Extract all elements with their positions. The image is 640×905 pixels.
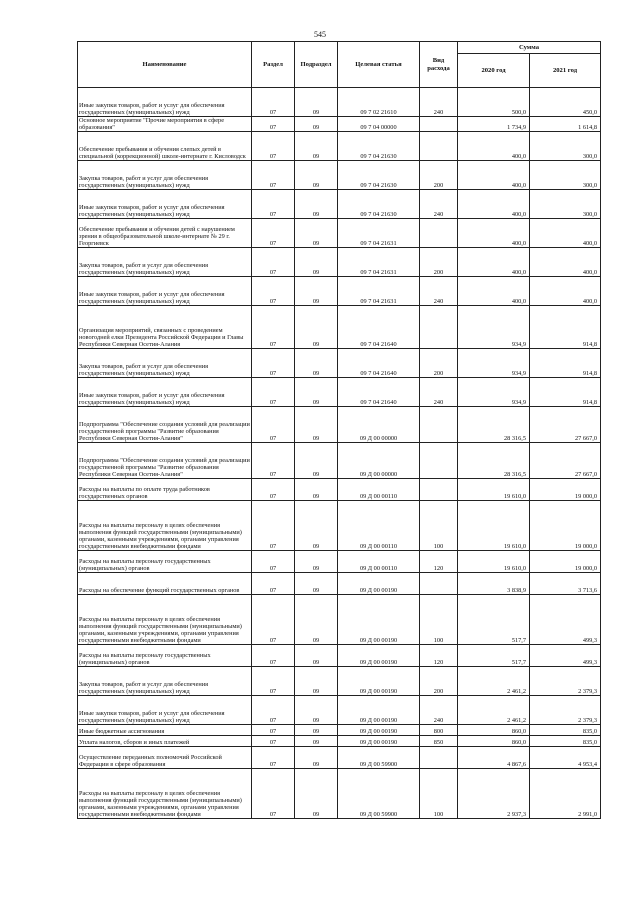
row-2021-cell: 400,0 xyxy=(530,219,601,248)
row-target-cell: 09 Д 00 00000 xyxy=(338,407,420,443)
row-name-cell: Расходы на выплаты персоналу в целях обеспечения выполнения функций государственными (муниципальными) органами, казенными учреждениями, органами управления государственными внебюджетными фондами xyxy=(78,769,252,819)
row-vid-cell: 850 xyxy=(420,736,458,747)
row-razdel-cell: 07 xyxy=(252,219,295,248)
row-target-cell: 09 Д 00 00190 xyxy=(338,736,420,747)
row-podrazdel-cell: 09 xyxy=(295,667,338,696)
row-razdel-cell: 07 xyxy=(252,736,295,747)
row-2021-cell: 19 000,0 xyxy=(530,479,601,501)
row-razdel-cell: 07 xyxy=(252,161,295,190)
table-row xyxy=(78,501,601,551)
table-row xyxy=(78,769,601,819)
row-vid-cell: 120 xyxy=(420,645,458,667)
row-vid-cell: 240 xyxy=(420,696,458,725)
table-row xyxy=(78,696,601,725)
row-2020-cell: 517,7 xyxy=(458,645,530,667)
row-name-cell: Иные закупки товаров, работ и услуг для обеспечения государственных (муниципальных) нужд xyxy=(78,277,252,306)
row-target-cell: 09 7 04 21640 xyxy=(338,378,420,407)
row-podrazdel-cell: 09 xyxy=(295,645,338,667)
table-row xyxy=(78,219,601,248)
row-name-cell: Иные закупки товаров, работ и услуг для обеспечения государственных (муниципальных) нужд xyxy=(78,88,252,117)
row-2020-cell: 19 610,0 xyxy=(458,551,530,573)
row-podrazdel-cell: 09 xyxy=(295,132,338,161)
table-row xyxy=(78,407,601,443)
row-vid-cell: 800 xyxy=(420,725,458,736)
table-row xyxy=(78,306,601,349)
row-podrazdel-cell: 09 xyxy=(295,378,338,407)
row-target-cell: 09 Д 00 00190 xyxy=(338,667,420,696)
row-2021-cell: 914,8 xyxy=(530,378,601,407)
row-vid-cell: 240 xyxy=(420,277,458,306)
table-row xyxy=(78,161,601,190)
row-razdel-cell: 07 xyxy=(252,501,295,551)
row-podrazdel-cell: 09 xyxy=(295,248,338,277)
table-row xyxy=(78,190,601,219)
row-razdel-cell: 07 xyxy=(252,349,295,378)
row-podrazdel-cell: 09 xyxy=(295,769,338,819)
table-row xyxy=(78,479,601,501)
row-name-cell: Обеспечение пребывания и обучения детей с нарушением зрения в общеобразовательной школе-интернате № 29 г. Георгиевск xyxy=(78,219,252,248)
row-name-cell: Подпрограмма "Обеспечение создания условий для реализации государственной программы "Развитие образования Республики Северная Осетия-Алания" xyxy=(78,407,252,443)
header-vid: Вид расхода xyxy=(420,42,458,88)
header-target: Целевая статья xyxy=(338,42,420,88)
row-name-cell: Закупка товаров, работ и услуг для обеспечения государственных (муниципальных) нужд xyxy=(78,248,252,277)
row-2020-cell: 400,0 xyxy=(458,277,530,306)
row-2021-cell: 19 000,0 xyxy=(530,551,601,573)
row-name-cell: Расходы на выплаты персоналу в целях обеспечения выполнения функций государственными (муниципальными) органами, казенными учреждениями, органами управления государственными внебюджетными фондами xyxy=(78,501,252,551)
row-target-cell: 09 7 04 21631 xyxy=(338,277,420,306)
row-2020-cell: 19 610,0 xyxy=(458,501,530,551)
row-razdel-cell: 07 xyxy=(252,667,295,696)
header-2021: 2021 год xyxy=(530,54,601,88)
table-row xyxy=(78,667,601,696)
row-vid-cell: 240 xyxy=(420,88,458,117)
row-vid-cell: 240 xyxy=(420,190,458,219)
page-number: 545 xyxy=(314,30,326,39)
row-razdel-cell: 07 xyxy=(252,88,295,117)
row-podrazdel-cell: 09 xyxy=(295,595,338,645)
table-row xyxy=(78,551,601,573)
row-2020-cell: 860,0 xyxy=(458,725,530,736)
table-row xyxy=(78,736,601,747)
row-name-cell: Иные закупки товаров, работ и услуг для обеспечения государственных (муниципальных) нужд xyxy=(78,378,252,407)
row-vid-cell xyxy=(420,573,458,595)
row-razdel-cell: 07 xyxy=(252,747,295,769)
row-2021-cell: 2 379,3 xyxy=(530,696,601,725)
row-name-cell: Иные закупки товаров, работ и услуг для обеспечения государственных (муниципальных) нужд xyxy=(78,696,252,725)
row-razdel-cell: 07 xyxy=(252,725,295,736)
row-razdel-cell: 07 xyxy=(252,132,295,161)
row-vid-cell xyxy=(420,747,458,769)
header-podrazdel: Подраздел xyxy=(295,42,338,88)
row-target-cell: 09 7 04 21630 xyxy=(338,132,420,161)
row-razdel-cell: 07 xyxy=(252,277,295,306)
row-name-cell: Подпрограмма "Обеспечение создания условий для реализации государственной программы "Развитие образования Республики Северная Осетия-Алания" xyxy=(78,443,252,479)
row-2020-cell: 934,9 xyxy=(458,378,530,407)
row-2020-cell: 400,0 xyxy=(458,219,530,248)
row-podrazdel-cell: 09 xyxy=(295,190,338,219)
table-row xyxy=(78,747,601,769)
row-target-cell: 09 Д 00 00110 xyxy=(338,501,420,551)
row-podrazdel-cell: 09 xyxy=(295,501,338,551)
row-2020-cell: 400,0 xyxy=(458,190,530,219)
table-row xyxy=(78,725,601,736)
row-razdel-cell: 07 xyxy=(252,378,295,407)
row-name-cell: Расходы на выплаты персоналу в целях обеспечения выполнения функций государственными (муниципальными) органами, казенными учреждениями, органами управления государственными внебюджетными фондами xyxy=(78,595,252,645)
row-target-cell: 09 Д 00 00190 xyxy=(338,645,420,667)
row-razdel-cell: 07 xyxy=(252,595,295,645)
row-2021-cell: 1 614,8 xyxy=(530,117,601,132)
row-target-cell: 09 Д 00 00190 xyxy=(338,696,420,725)
row-2021-cell: 27 667,0 xyxy=(530,443,601,479)
row-target-cell: 09 7 04 21631 xyxy=(338,248,420,277)
row-podrazdel-cell: 09 xyxy=(295,736,338,747)
row-2021-cell: 300,0 xyxy=(530,132,601,161)
row-2021-cell: 499,3 xyxy=(530,645,601,667)
row-target-cell: 09 Д 00 00190 xyxy=(338,725,420,736)
row-2021-cell: 835,0 xyxy=(530,725,601,736)
row-podrazdel-cell: 09 xyxy=(295,349,338,378)
table-row xyxy=(78,88,601,117)
table-row xyxy=(78,132,601,161)
row-vid-cell xyxy=(420,479,458,501)
row-podrazdel-cell: 09 xyxy=(295,443,338,479)
row-2021-cell: 450,0 xyxy=(530,88,601,117)
row-2021-cell: 400,0 xyxy=(530,248,601,277)
row-name-cell: Иные бюджетные ассигнования xyxy=(78,725,252,736)
row-target-cell: 09 7 04 21630 xyxy=(338,190,420,219)
row-2020-cell: 1 734,9 xyxy=(458,117,530,132)
row-razdel-cell: 07 xyxy=(252,117,295,132)
row-name-cell: Обеспечение пребывания и обучения слепых детей в специальной (коррекционной) школе-интернате г. Кисловодск xyxy=(78,132,252,161)
row-vid-cell: 200 xyxy=(420,161,458,190)
row-target-cell: 09 Д 00 00190 xyxy=(338,573,420,595)
row-vid-cell: 100 xyxy=(420,501,458,551)
row-target-cell: 09 7 04 21640 xyxy=(338,349,420,378)
row-razdel-cell: 07 xyxy=(252,769,295,819)
row-podrazdel-cell: 09 xyxy=(295,306,338,349)
row-target-cell: 09 Д 00 00110 xyxy=(338,551,420,573)
row-razdel-cell: 07 xyxy=(252,248,295,277)
row-razdel-cell: 07 xyxy=(252,407,295,443)
row-podrazdel-cell: 09 xyxy=(295,88,338,117)
row-podrazdel-cell: 09 xyxy=(295,117,338,132)
row-name-cell: Расходы на выплаты персоналу государственных (муниципальных) органов xyxy=(78,551,252,573)
table-row xyxy=(78,248,601,277)
row-2021-cell: 835,0 xyxy=(530,736,601,747)
row-2020-cell: 2 461,2 xyxy=(458,696,530,725)
row-2021-cell: 300,0 xyxy=(530,190,601,219)
table-row xyxy=(78,117,601,132)
row-2021-cell: 3 713,6 xyxy=(530,573,601,595)
row-2020-cell: 28 316,5 xyxy=(458,407,530,443)
row-vid-cell: 200 xyxy=(420,349,458,378)
table-row xyxy=(78,573,601,595)
row-target-cell: 09 Д 00 59900 xyxy=(338,769,420,819)
row-name-cell: Расходы на выплаты персоналу государственных (муниципальных) органов xyxy=(78,645,252,667)
table-row xyxy=(78,378,601,407)
row-razdel-cell: 07 xyxy=(252,645,295,667)
row-vid-cell xyxy=(420,219,458,248)
row-2021-cell: 914,8 xyxy=(530,349,601,378)
row-podrazdel-cell: 09 xyxy=(295,696,338,725)
row-2021-cell: 914,8 xyxy=(530,306,601,349)
row-target-cell: 09 7 04 21631 xyxy=(338,219,420,248)
row-podrazdel-cell: 09 xyxy=(295,573,338,595)
row-podrazdel-cell: 09 xyxy=(295,407,338,443)
row-podrazdel-cell: 09 xyxy=(295,747,338,769)
row-vid-cell: 100 xyxy=(420,769,458,819)
row-podrazdel-cell: 09 xyxy=(295,161,338,190)
row-podrazdel-cell: 09 xyxy=(295,725,338,736)
row-name-cell: Закупка товаров, работ и услуг для обеспечения государственных (муниципальных) нужд xyxy=(78,667,252,696)
row-name-cell: Расходы на обеспечение функций государственных органов xyxy=(78,573,252,595)
row-target-cell: 09 7 02 21610 xyxy=(338,88,420,117)
row-podrazdel-cell: 09 xyxy=(295,551,338,573)
header-2020: 2020 год xyxy=(458,54,530,88)
row-vid-cell: 240 xyxy=(420,378,458,407)
row-2020-cell: 19 610,0 xyxy=(458,479,530,501)
row-target-cell: 09 Д 00 59900 xyxy=(338,747,420,769)
row-vid-cell xyxy=(420,407,458,443)
row-podrazdel-cell: 09 xyxy=(295,219,338,248)
table-row xyxy=(78,645,601,667)
row-2021-cell: 4 953,4 xyxy=(530,747,601,769)
row-podrazdel-cell: 09 xyxy=(295,277,338,306)
row-2020-cell: 400,0 xyxy=(458,248,530,277)
row-vid-cell: 200 xyxy=(420,248,458,277)
row-razdel-cell: 07 xyxy=(252,306,295,349)
row-razdel-cell: 07 xyxy=(252,479,295,501)
row-2020-cell: 400,0 xyxy=(458,161,530,190)
row-vid-cell: 120 xyxy=(420,551,458,573)
row-razdel-cell: 07 xyxy=(252,573,295,595)
row-podrazdel-cell: 09 xyxy=(295,479,338,501)
row-2020-cell: 28 316,5 xyxy=(458,443,530,479)
row-name-cell: Осуществление переданных полномочий Российской Федерации в сфере образования xyxy=(78,747,252,769)
table-row xyxy=(78,443,601,479)
row-target-cell: 09 7 04 00000 xyxy=(338,117,420,132)
row-2021-cell: 27 667,0 xyxy=(530,407,601,443)
row-2020-cell: 500,0 xyxy=(458,88,530,117)
row-name-cell: Иные закупки товаров, работ и услуг для обеспечения государственных (муниципальных) нужд xyxy=(78,190,252,219)
row-2020-cell: 934,9 xyxy=(458,349,530,378)
row-razdel-cell: 07 xyxy=(252,696,295,725)
row-vid-cell xyxy=(420,117,458,132)
row-2020-cell: 934,9 xyxy=(458,306,530,349)
row-name-cell: Закупка товаров, работ и услуг для обеспечения государственных (муниципальных) нужд xyxy=(78,349,252,378)
row-target-cell: 09 Д 00 00000 xyxy=(338,443,420,479)
row-target-cell: 09 7 04 21630 xyxy=(338,161,420,190)
row-target-cell: 09 7 04 21640 xyxy=(338,306,420,349)
row-2020-cell: 4 867,6 xyxy=(458,747,530,769)
row-name-cell: Организация мероприятий, связанных с проведением новогодней елки Президента Российской Федерации и Главы Республики Северная Осетия-Алания xyxy=(78,306,252,349)
row-2020-cell: 3 838,9 xyxy=(458,573,530,595)
row-2020-cell: 860,0 xyxy=(458,736,530,747)
row-2020-cell: 400,0 xyxy=(458,132,530,161)
budget-table xyxy=(77,41,601,819)
row-2020-cell: 517,7 xyxy=(458,595,530,645)
header-name: Наименование xyxy=(78,42,252,88)
row-target-cell: 09 Д 00 00190 xyxy=(338,595,420,645)
row-razdel-cell: 07 xyxy=(252,190,295,219)
table-row xyxy=(78,277,601,306)
row-name-cell: Уплата налогов, сборов и иных платежей xyxy=(78,736,252,747)
row-target-cell: 09 Д 00 00110 xyxy=(338,479,420,501)
row-2020-cell: 2 937,3 xyxy=(458,769,530,819)
row-vid-cell xyxy=(420,132,458,161)
row-vid-cell xyxy=(420,443,458,479)
row-name-cell: Закупка товаров, работ и услуг для обеспечения государственных (муниципальных) нужд xyxy=(78,161,252,190)
table-row xyxy=(78,595,601,645)
row-2021-cell: 300,0 xyxy=(530,161,601,190)
row-vid-cell: 200 xyxy=(420,667,458,696)
row-name-cell: Основное мероприятие "Прочие мероприятия в сфере образования" xyxy=(78,117,252,132)
row-name-cell: Расходы на выплаты по оплате труда работников государственных органов xyxy=(78,479,252,501)
row-2021-cell: 2 379,3 xyxy=(530,667,601,696)
row-2020-cell: 2 461,2 xyxy=(458,667,530,696)
row-razdel-cell: 07 xyxy=(252,551,295,573)
table-body xyxy=(78,88,601,819)
row-razdel-cell: 07 xyxy=(252,443,295,479)
header-summa: Сумма xyxy=(458,42,601,54)
row-2021-cell: 19 000,0 xyxy=(530,501,601,551)
header-razdel: Раздел xyxy=(252,42,295,88)
row-vid-cell: 100 xyxy=(420,595,458,645)
row-2021-cell: 2 991,0 xyxy=(530,769,601,819)
row-vid-cell xyxy=(420,306,458,349)
table-row xyxy=(78,349,601,378)
row-2021-cell: 400,0 xyxy=(530,277,601,306)
row-2021-cell: 499,3 xyxy=(530,595,601,645)
